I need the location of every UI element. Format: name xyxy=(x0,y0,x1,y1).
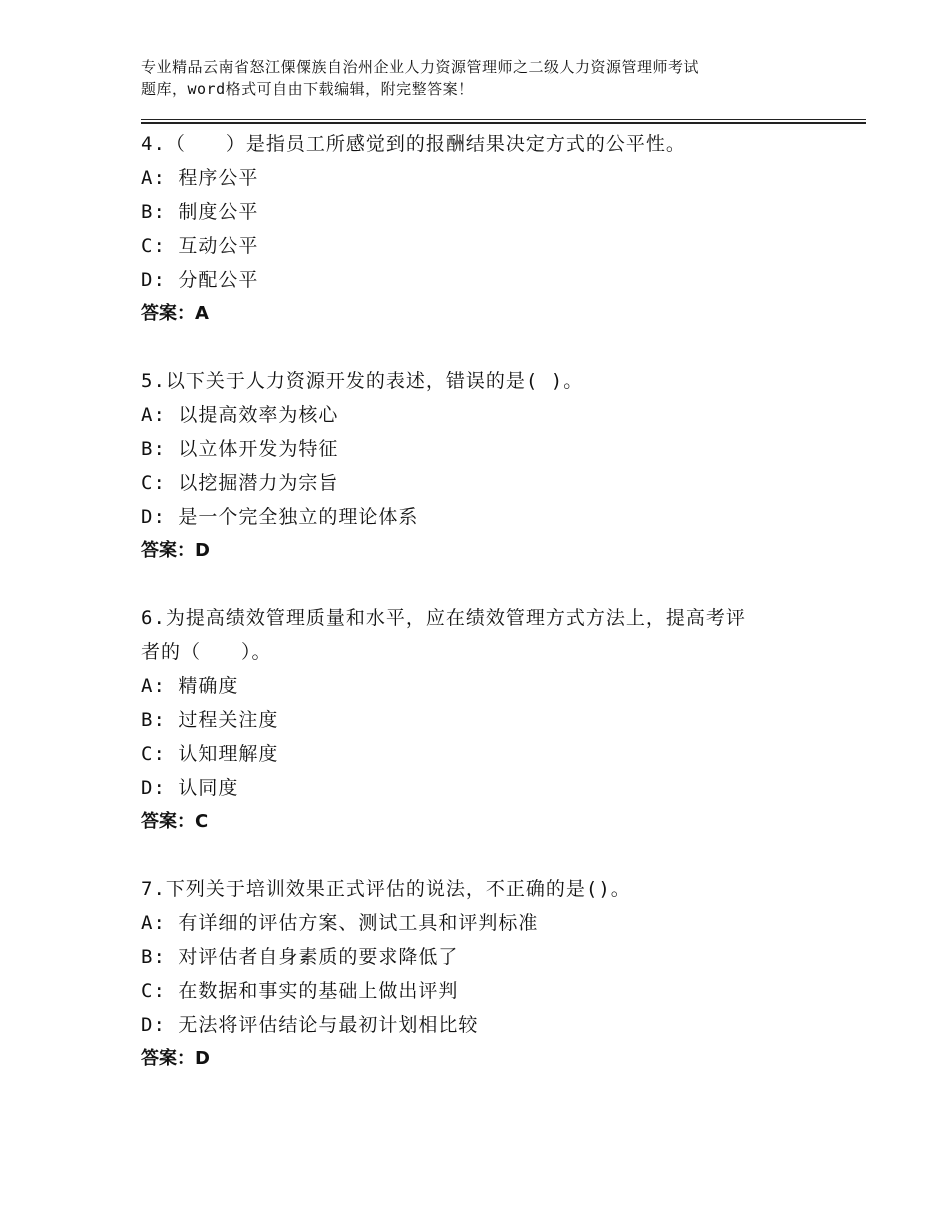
answer-line: 答案：A xyxy=(141,303,209,324)
question-6 xyxy=(141,601,841,839)
question-stem: 5.以下关于人力资源开发的表述，错误的是( )。 xyxy=(141,370,584,392)
question-stem: 6.为提高绩效管理质量和水平，应在绩效管理方式方法上，提高考评 xyxy=(141,607,746,629)
header-divider-thin xyxy=(141,119,866,120)
option-d: D: 无法将评估结论与最初计划相比较 xyxy=(141,1014,479,1036)
option-c: C: 互动公平 xyxy=(141,235,259,257)
question-7 xyxy=(141,872,841,1076)
question-stem: 4.（ ）是指员工所感觉到的报酬结果决定方式的公平性。 xyxy=(141,133,686,155)
question-4 xyxy=(141,127,841,331)
question-stem: 7.下列关于培训效果正式评估的说法，不正确的是()。 xyxy=(141,878,631,900)
header-line-2: 题库，word格式可自由下载编辑，附完整答案！ xyxy=(141,80,474,98)
header-divider-thick xyxy=(141,122,866,124)
answer-line: 答案：D xyxy=(141,540,210,561)
option-b: B: 过程关注度 xyxy=(141,709,279,731)
option-d: D: 认同度 xyxy=(141,777,239,799)
document-header xyxy=(141,56,841,100)
option-c: C: 认知理解度 xyxy=(141,743,279,765)
option-c: C: 以挖掘潜力为宗旨 xyxy=(141,472,339,494)
option-a: A: 程序公平 xyxy=(141,167,259,189)
option-c: C: 在数据和事实的基础上做出评判 xyxy=(141,980,459,1002)
answer-line: 答案：C xyxy=(141,811,209,832)
option-a: A: 精确度 xyxy=(141,675,239,697)
question-5 xyxy=(141,364,841,568)
option-d: D: 是一个完全独立的理论体系 xyxy=(141,506,419,528)
question-stem-continued: 者的（ ）。 xyxy=(141,641,272,663)
option-a: A: 有详细的评估方案、测试工具和评判标准 xyxy=(141,912,539,934)
option-b: B: 制度公平 xyxy=(141,201,259,223)
answer-line: 答案：D xyxy=(141,1048,210,1069)
option-b: B: 以立体开发为特征 xyxy=(141,438,339,460)
question-list xyxy=(141,127,841,1109)
option-d: D: 分配公平 xyxy=(141,269,259,291)
header-line-1: 专业精品云南省怒江傈僳族自治州企业人力资源管理师之二级人力资源管理师考试 xyxy=(141,58,700,76)
option-a: A: 以提高效率为核心 xyxy=(141,404,339,426)
option-b: B: 对评估者自身素质的要求降低了 xyxy=(141,946,459,968)
